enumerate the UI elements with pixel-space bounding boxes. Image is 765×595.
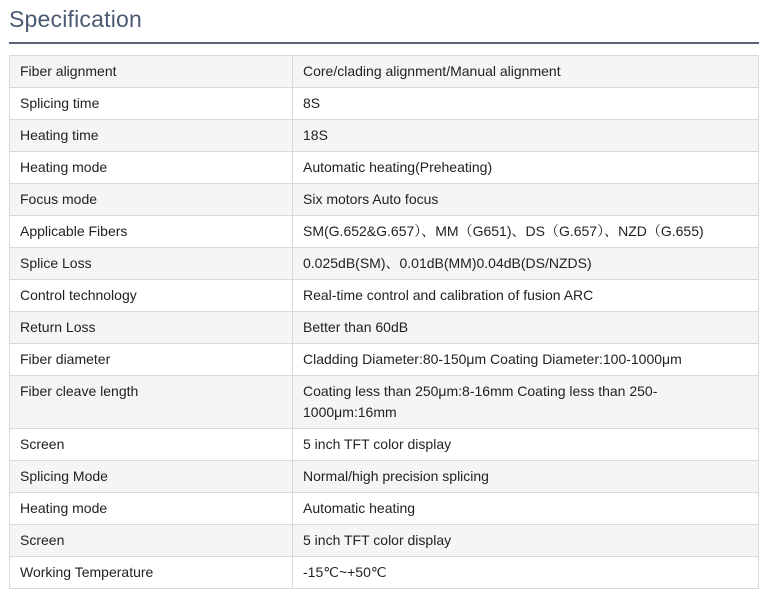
table-row — [10, 344, 759, 376]
spec-value: Six motors Auto focus — [293, 184, 759, 216]
table-row — [10, 525, 759, 557]
table-row — [10, 120, 759, 152]
spec-label: Control technology — [10, 280, 293, 312]
spec-value: Real-time control and calibration of fusion ARC — [293, 280, 759, 312]
spec-label: Fiber cleave length — [10, 376, 293, 429]
specification-table — [9, 55, 759, 589]
spec-value: 18S — [293, 120, 759, 152]
spec-value: 0.025dB(SM)、0.01dB(MM)0.04dB(DS/NZDS) — [293, 248, 759, 280]
table-row — [10, 429, 759, 461]
table-row — [10, 216, 759, 248]
spec-value: Core/clading alignment/Manual alignment — [293, 56, 759, 88]
spec-value: Automatic heating — [293, 493, 759, 525]
spec-value: 5 inch TFT color display — [293, 429, 759, 461]
table-row — [10, 56, 759, 88]
page-title: Specification — [9, 6, 143, 32]
table-row — [10, 557, 759, 589]
spec-value: Coating less than 250μm:8-16mm Coating less than 250-1000μm:16mm — [293, 376, 759, 429]
spec-value: Normal/high precision splicing — [293, 461, 759, 493]
spec-value: Automatic heating(Preheating) — [293, 152, 759, 184]
table-row — [10, 312, 759, 344]
table-row — [10, 461, 759, 493]
spec-label: Splicing Mode — [10, 461, 293, 493]
spec-label: Heating mode — [10, 152, 293, 184]
title-divider — [9, 42, 759, 44]
table-row — [10, 88, 759, 120]
table-row — [10, 280, 759, 312]
table-row — [10, 184, 759, 216]
spec-label: Fiber diameter — [10, 344, 293, 376]
spec-value: 5 inch TFT color display — [293, 525, 759, 557]
table-row — [10, 152, 759, 184]
spec-label: Applicable Fibers — [10, 216, 293, 248]
spec-label: Screen — [10, 525, 293, 557]
spec-label: Heating time — [10, 120, 293, 152]
spec-label: Splice Loss — [10, 248, 293, 280]
spec-label: Fiber alignment — [10, 56, 293, 88]
spec-label: Focus mode — [10, 184, 293, 216]
table-row — [10, 248, 759, 280]
table-row — [10, 493, 759, 525]
spec-value: SM(G.652&G.657）、MM（G651)、DS（G.657）、NZD（G.655) — [293, 216, 759, 248]
spec-label: Splicing time — [10, 88, 293, 120]
spec-value: Better than 60dB — [293, 312, 759, 344]
spec-label: Return Loss — [10, 312, 293, 344]
spec-value: -15℃~+50℃ — [293, 557, 759, 589]
spec-label: Working Temperature — [10, 557, 293, 589]
spec-label: Heating mode — [10, 493, 293, 525]
spec-label: Screen — [10, 429, 293, 461]
spec-value: Cladding Diameter:80-150μm Coating Diameter:100-1000μm — [293, 344, 759, 376]
table-row — [10, 376, 759, 429]
spec-value: 8S — [293, 88, 759, 120]
